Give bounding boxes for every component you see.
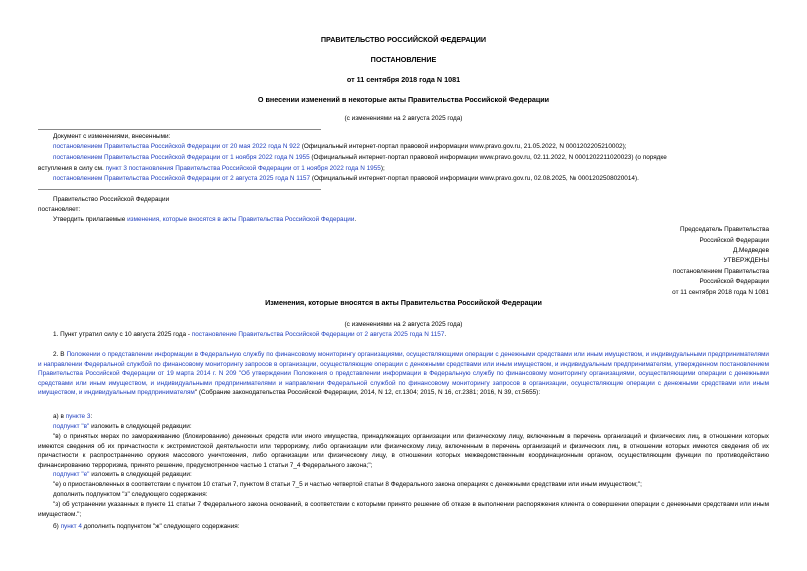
subpoint-a2: подпункт "е" изложить в следующей редакции: (53, 471, 192, 478)
change-item: постановлением Правительства Российской Федерации от 20 мая 2022 года N 922 (Официальный интернет-портал правовой информации www.pravo.gov.ru, 21.05.2022, N 0001202205210002); (53, 143, 627, 150)
approved-line: УТВЕРЖДЕНЫ (723, 257, 769, 264)
signature-line: Д.Медведев (732, 247, 769, 254)
subpoint-a: а) в пункте 3: (53, 413, 93, 420)
divider (38, 189, 321, 190)
doc-edition: (с изменениями на 2 августа 2025 года) (344, 115, 463, 122)
change-item-continued: вступления в силу см. пункт 3 постановления Правительства Российской Федерации от 1 ноября 2022 года N 1955); (38, 165, 385, 172)
annex-point-2: 2. В Положении о представлении информации в Федеральную службу по финансовому мониторингу организациями, осуществляющими операции с денежными средствами или иным имуществом, и индивидуальными предпринимателями и направлении Федеральной службой по финансовому мониторингу запросов в организации, осуществляющие операции с денежными средствами или иным имуществом, и индивидуальным предпринимателям, утвержденном постановлением Правительства Российской Федерации от 19 марта 2014 г. N 209 "Об утверждении Положения о представлении информации в Федеральную службу по финансовому мониторингу организациями, осуществляющими операции с денежными средствами или иным имуществом, и индивидуальными предпринимателями и направлении Федеральной службой по финансовому мониторингу запросов в организации, осуществляющие операции с денежными средствами или иным имуществом, и индивидуальным предпринимателям" (Собрание законодательства Российской Федерации, 2014, N 12, ст.1304; 2015, N 16, ст.2381; 2016, N 39, ст.5655): (38, 351, 769, 397)
subpoint-a1: подпункт "в" изложить в следующей редакции: (53, 423, 192, 430)
subpoint-b: б) пункт 4 дополнить подпунктом "ж" следующего содержания: (53, 523, 240, 530)
approve-paragraph: Утвердить прилагаемые изменения, которые вносятся в акты Правительства Российской Федерации. (53, 216, 357, 223)
p2-link[interactable]: Положении о представлении информации в Федеральную службу по финансовому мониторингу организациями, осуществляющими операции с денежными средствами или иным имуществом, и индивидуальными предпринимателями и направлении Федеральной службой по финансовому мониторингу запросов в организации, осуществляющие операции с денежными средствами или иным имуществом, и индивидуальным предпринимателям, утвержденном постановлением Правительства Российской Федерации от 19 марта 2014 г. N 209 "Об утверждении Положения о представлении информации в Федеральную службу по финансовому мониторингу организациями, осуществляющими операции с денежными средствами или иным имуществом, и индивидуальными предпринимателями и направлении Федеральной службой по финансовому мониторингу запросов в организации, осуществляющие операции с денежными средствами или иным имуществом, и индивидуальным предпринимателям (38, 351, 769, 397)
change-item: постановлением Правительства Российской Федерации от 1 ноября 2022 года N 1955 (Официальный интернет-портал правовой информации www.pravo.gov.ru, 02.11.2022, N 0001202211020023) (о порядке (53, 154, 667, 161)
gov-label: Правительство Российской Федерации (53, 196, 170, 203)
approved-line: Российской Федерации (699, 278, 769, 285)
subpoint-a2-text: "е) о приостановленных в соответствии с пунктом 10 статьи 7, пунктом 8 статьи 7_5 и частью четвертой статьи 8 Федерального закона операциях с денежными средствами или иным имуществом;"; (53, 481, 642, 488)
b-link[interactable]: пункт 4 (60, 523, 82, 530)
subpoint-a1-text: "в) о принятых мерах по замораживанию (блокированию) денежных средств или иного имущества, принадлежащих организации или физическому лицу, включенным в перечень организаций и физических лиц, в отношении которых имеются сведения об их причастности к экстремистской деятельности или терроризму, либо организации или физическому лицу, включенным в перечень организаций и физических лиц, в отношении которых имеются сведения об их причастности к распространению оружия массового уничтожения, либо организации или физическому лицу, в отношении которых межведомственным координационным органом, осуществляющим функции по противодействию финансированию терроризма, принято решение, предусмотренное частью 1 статьи 7_4 Федерального закона;"; (38, 433, 769, 469)
change-link[interactable]: пункт 3 постановления Правительства Российской Федерации от 1 ноября 2022 года N 1955 (105, 165, 381, 172)
change-link[interactable]: постановлением Правительства Российской Федерации от 1 ноября 2022 года N 1955 (53, 154, 310, 161)
approved-line: постановлением Правительства (673, 268, 769, 275)
a1-link[interactable]: подпункт "в" (53, 423, 90, 430)
doc-title: О внесении изменений в некоторые акты Правительства Российской Федерации (257, 95, 550, 104)
approved-line: от 11 сентября 2018 года N 1081 (672, 289, 769, 296)
subpoint-a3-text: дополнить подпунктом "з" следующего содержания: (53, 491, 208, 498)
a2-link[interactable]: подпункт "е" (53, 471, 90, 478)
annex-title: Изменения, которые вносятся в акты Правительства Российской Федерации (265, 298, 542, 307)
change-link[interactable]: постановлением Правительства Российской Федерации от 2 августа 2025 года N 1157 (53, 175, 311, 182)
change-link[interactable]: постановлением Правительства Российской Федерации от 20 мая 2022 года N 922 (53, 143, 300, 150)
signature-line: Председатель Правительства (680, 226, 769, 233)
subpoint-a4-text: "з) об устранении указанных в пункте 11 статьи 7 Федерального закона оснований, в соответствии с которыми принято решение об отказе в выполнении распоряжения клиента о совершении операции с денежными средствами или иным имуществом."; (38, 501, 769, 518)
approve-link[interactable]: изменения, которые вносятся в акты Правительства Российской Федерации (127, 216, 355, 223)
changes-intro: Документ с изменениями, внесенными: (53, 133, 171, 140)
doc-date-number: от 11 сентября 2018 года N 1081 (346, 75, 461, 84)
decides-label: постановляет: (38, 206, 81, 213)
signature-line: Российской Федерации (699, 237, 769, 244)
p1-link[interactable]: постановление Правительства Российской Федерации от 2 августа 2025 года N 1157 (191, 331, 445, 338)
org-title: ПРАВИТЕЛЬСТВО РОССИЙСКОЙ ФЕДЕРАЦИИ (320, 35, 487, 44)
divider (38, 129, 321, 130)
a-link[interactable]: пункте 3 (65, 413, 91, 420)
change-item: постановлением Правительства Российской Федерации от 2 августа 2025 года N 1157 (Официальный интернет-портал правовой информации www.pravo.gov.ru, 02.08.2025, № 0001202508020014). (53, 175, 639, 182)
doc-type: ПОСТАНОВЛЕНИЕ (370, 55, 437, 64)
annex-edition: (с изменениями на 2 августа 2025 года) (344, 321, 463, 328)
annex-point-1: 1. Пункт утратил силу с 10 августа 2025 года - постановление Правительства Российской Федерации от 2 августа 2025 года N 1157. (53, 331, 447, 338)
